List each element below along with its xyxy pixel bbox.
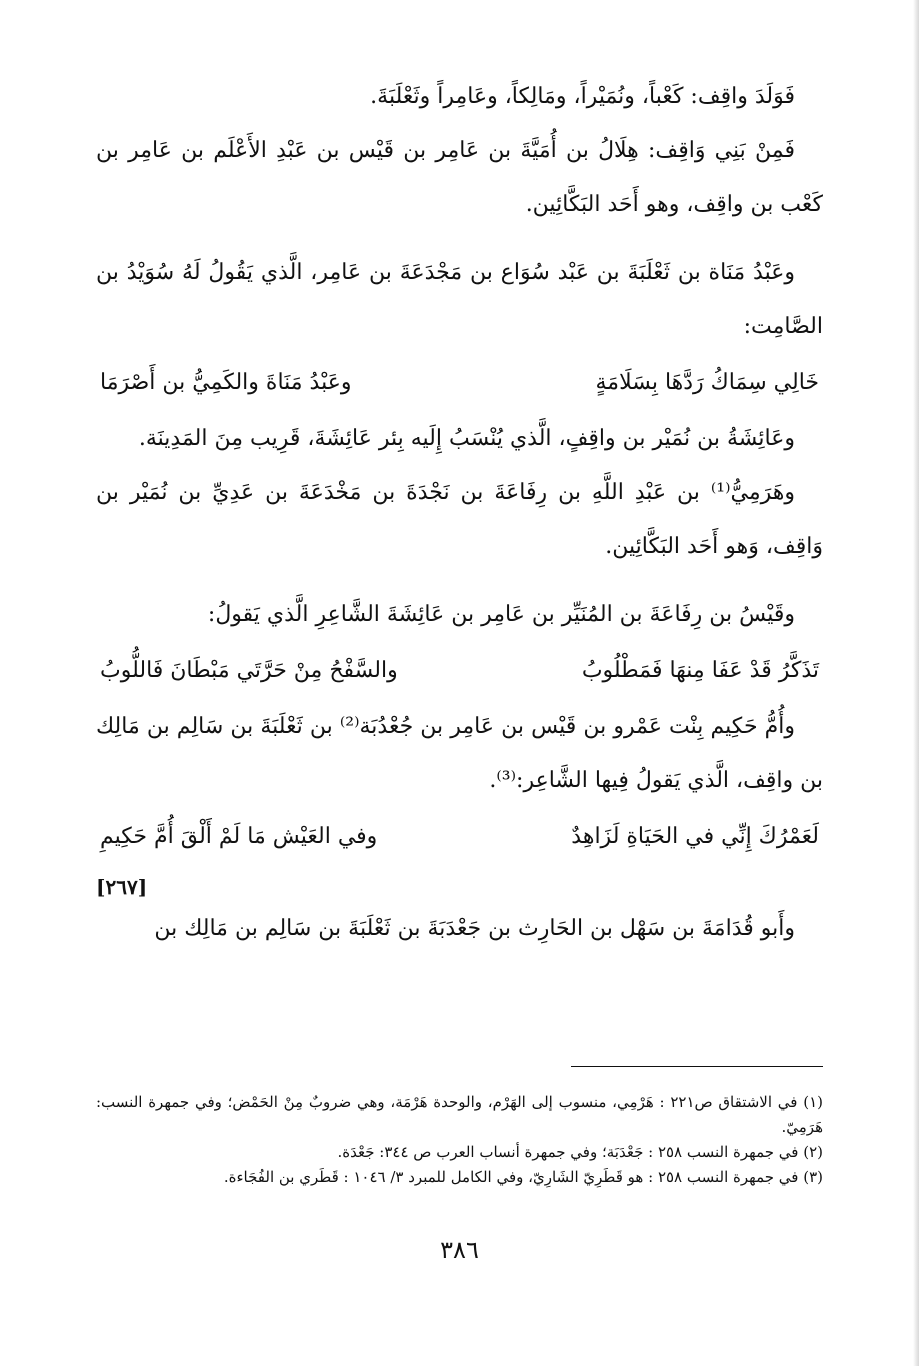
verse-1-second-hemistich: وعَبْدُ مَنَاةَ والكَمِيُّ بن أَصْرَمَا [100, 370, 352, 395]
verse-1-first-hemistich: خَالِي سِمَاكُ رَدَّهَا بِسَلَامَةٍ [595, 370, 819, 395]
manuscript-page-marker: [٢٦٧] [96, 875, 148, 899]
footnotes [96, 1090, 823, 1190]
paragraph-2: فَمِنْ بَنِي وَاقِف: هِلَالُ بن أُمَيَّةَ بن عَامِر بن قَيْس بن عَبْدِ الأَعْلَم بن عَامِر بن كَعْب بن واقِف، وهو أَحَد البَكَّائِين. [96, 138, 823, 217]
page-number: ٣٨٦ [440, 1236, 479, 1264]
verse-3-second-hemistich: وفي العَيْش مَا لَمْ أَلْقَ أُمَّ حَكِيمِ [100, 824, 378, 849]
verse-2-second-hemistich: والسَّفْحُ مِنْ حَرَّتَي مَبْطَانَ فَاللُّوبُ [100, 658, 398, 683]
paragraph-4: وعَائِشَةُ بن نُمَيْر بن واقِفٍ، الَّذي يُنْسَبُ إِلَيه بِئر عَائِشَةَ، قَرِيب مِنَ المَدِينَة. [138, 426, 795, 451]
verse-3 [100, 808, 819, 866]
paragraph-6: وقَيْسُ بن رِفَاعَةَ بن المُنَيِّر بن عَامِر بن عَائِشَةَ الشَّاعِرِ الَّذي يَقولُ: [207, 602, 795, 627]
footnote-2: (٢) في جمهرة النسب ٢٥٨ : جَعْدَبَة؛ وفي جمهرة أنساب العرب ص ٣٤٤: جَعْدَة. [337, 1143, 823, 1161]
verse-2-first-hemistich: تَذَكَّرُ قَدْ عَفَا مِنهَا فَمَطْلُوبُ [581, 658, 819, 683]
page-edge-shadow [913, 0, 919, 1366]
verse-2 [100, 642, 819, 700]
paragraph-3: وعَبْدُ مَنَاة بن ثَعْلَبَةَ بن عَبْد سُوَاع بن مَجْدَعَةَ بن عَامِر، الَّذي يَقُولُ لَهُ سُوَيْدُ بن الصَّامِت: [96, 260, 823, 339]
footnote-separator [571, 1066, 823, 1067]
footnote-1: (١) في الاشتقاق ص٢٢١ : هَرْمِي، منسوب إلى الهَرْم، والوحدة هَرْمَة، وهي ضروبٌ مِنْ الحَمْض؛ وفي جمهرة النسب: هَرَمِيّ. [96, 1093, 824, 1136]
footnote-3: (٣) في جمهرة النسب ٢٥٨ : هو قَطَرِيّ الشَارِيّ، وفي الكامل للمبرد ٣/ ١٠٤٦ : قَطَري بن الفُجَاءة. [223, 1168, 823, 1186]
main-text-block [96, 70, 823, 956]
paragraph-8: وأَبو قُدَامَةَ بن سَهْل بن الحَارِث بن جَعْدَبَةَ بن ثَعْلَبَةَ بن سَالِم بن مَالِك بن [154, 916, 795, 941]
paragraph-7: وأُمُّ حَكِيم بِنْت عَمْرو بن قَيْس بن عَامِر بن جُعْدُبَة⁽²⁾ بن ثَعْلَبَةَ بن سَالِم بن مَالِك بن واقِف، الَّذي يَقولُ فِيها الشَّاعِر:⁽³⁾. [96, 714, 823, 793]
verse-1 [100, 354, 819, 412]
paragraph-1: فَوَلَدَ واقِف: كَعْباً، ونُمَيْراً، ومَالِكاً، وعَامِراً وثَعْلَبَةَ. [370, 84, 795, 109]
verse-3-first-hemistich: لَعَمْرُكَ إِنِّي في الحَيَاةِ لَزَاهِدٌ [571, 824, 819, 849]
paragraph-5: وهَرَمِيُّ⁽¹⁾ بن عَبْدِ اللَّهِ بن رِفَاعَةَ بن نَجْدَةَ بن مَخْدَعَةَ بن عَدِيِّ بن نُمَيْر بن وَاقِف، وَهو أَحَد البَكَّائِين. [96, 480, 823, 559]
